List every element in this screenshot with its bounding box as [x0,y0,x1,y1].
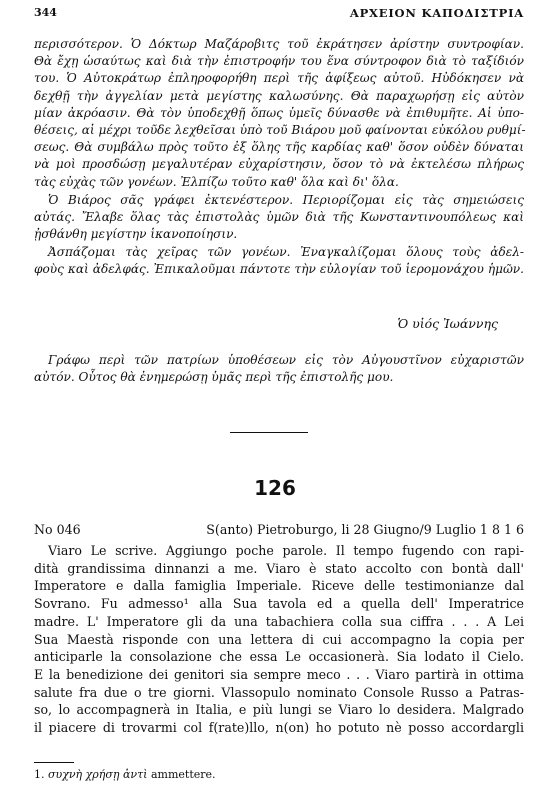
footnote [34,768,216,781]
document-number: 126 [254,476,296,500]
text-line: του. Ὁ Αὐτοκράτωρ ἐπληροφορήθη περὶ τῆς ἀφίξεως αὐτοῦ. Ηὐδόκησεν νὰ [34,71,524,86]
signature: Ὁ υἱός Ἰωάννης [397,316,498,331]
text-line: τὰς εὐχὰς τῶν γονέων. Ἐλπίζω τοῦτο καθ' ὅλα καὶ δι' ὅλα. [34,174,399,189]
text-line: E la benedizione dei genitori sia sempre meco . . . Viaro partirà in ottima [34,666,524,682]
text-line: νὰ μοὶ προσδώσῃ μεγαλυτέραν εὐχαρίστησιν, ὅσον τὸ νὰ ἐκτελέσω πλήρως [34,157,524,172]
text-line: Γράφω περὶ τῶν πατρίων ὑποθέσεων εἰς τὸν Αὐγουστῖνον εὐχαριστῶν [48,353,524,367]
greek-paragraph-2 [34,192,524,244]
text-line: θέσεις, αἱ μέχρι τοῦδε λεχθεῖσαι ὑπὸ τοῦ Βιάρου μοῦ φαίνονται εὐκόλου ρυθμί- [34,123,526,138]
text-line: salute fra due o tre giorni. Vlassopulo nominato Console Russo a Patras- [34,684,524,700]
running-title: ΑΡΧΕΙΟΝ ΚΑΠΟΔΙΣΤΡΙΑ [349,6,524,20]
footnote-greek: συχνὴ χρήσῃ ἀντὶ [48,768,148,781]
running-header [34,6,524,22]
dateline [34,522,524,540]
text-line: φοὺς καὶ ἀδελφάς. Ἐπικαλοῦμαι πάντοτε τὴν εὐλογίαν τοῦ ἱερομονάχου ἡμῶν. [34,262,524,277]
text-line: Ὁ Βιάρος σᾶς γράφει ἐκτενέστερον. Περιορίζομαι εἰς τὰς σημειώσεις [48,193,524,207]
greek-postscript [34,352,524,386]
text-line: Sovrano. Fu admesso¹ alla Sua tavola ed a quella dell' Imperatrice [34,596,524,612]
text-line: so, lo accompagnerà in Italia, e più lungi se Viaro lo desidera. Malgrado [34,702,524,718]
text-line: αὐτάς. Ἔλαβε ὅλας τὰς ἐπιστολὰς ὑμῶν διὰ τῆς Κωνσταντινουπόλεως καὶ [34,210,524,225]
archive-number: No 046 [34,522,81,537]
greek-paragraph-1 [34,36,524,191]
text-line: μίαν ἀκρόασιν. Θὰ τὸν ὑποδεχθῇ ὅπως ὑμεῖς δύνασθε νὰ ἐπιθυμῆτε. Αἱ ὑπο- [34,105,524,120]
section-divider [230,432,308,433]
text-line: δεχθῇ τὴν ἀγγελίαν μετὰ μεγίστης καλωσύνης. Θὰ παραχωρήσῃ εἰς αὐτὸν [34,88,524,103]
footnote-latin: ammettere. [150,768,216,781]
text-line: Viaro Le scrive. Aggiungo poche parole. Il tempo fugendo con rapi- [48,543,524,558]
place-date: S(anto) Pietroburgo, li 28 Giugno/9 Luglio 1 8 1 6 [206,522,524,537]
text-line: αὐτόν. Οὗτος θὰ ἐνημερώσῃ ὑμᾶς περὶ τῆς ἐπιστολῆς μου. [34,370,394,385]
page-number: 344 [34,6,57,19]
text-line: dità grandissima dinnanzi a me. Viaro è stato accolto con bontà dall' [34,560,524,576]
text-line: anticiparle la consolazione che essa Le occasionerà. Sia lodato il Cielo. [34,649,524,665]
text-line: Sua Maestà risponde con una lettera di cui accompagno la copia per [34,631,524,647]
text-line: Ἀσπάζομαι τὰς χεῖρας τῶν γονέων. Ἐναγκαλίζομαι ὅλους τοὺς ἀδελ- [48,245,524,259]
text-line: Θὰ ἔχῃ ὡσαύτως καὶ διὰ τὴν ἐπιστροφήν του ἕνα σύντροφον διὰ τὸ ταξίδιόν [34,54,524,69]
text-line: σεως. Θὰ συμβάλω πρὸς τοῦτο ἐξ ὅλης τῆς καρδίας καθ' ὅσον οὐδὲν δύναται [34,140,524,155]
italian-letter [34,542,524,737]
footnote-marker: 1. [34,768,45,781]
text-line: περισσότερον. Ὁ Δόκτωρ Μαζάροβιτς τοῦ ἐκράτησεν ἀρίστην συντροφίαν. [34,37,524,51]
text-line: Imperatore e dalla famiglia Imperiale. Riceve delle testimonianze dal [34,578,524,594]
footnote-divider [34,762,74,763]
greek-paragraph-3 [34,244,524,278]
text-line: ᾐσθάνθη μεγίστην ἱκανοποίησιν. [34,227,238,242]
text-line: il piacere di trovarmi col f(rate)llo, n(on) ho potuto nè posso accordargli [34,720,524,736]
text-line: madre. L' Imperatore gli da una tabachiera colla sua ciffra . . . A Lei [34,613,524,629]
